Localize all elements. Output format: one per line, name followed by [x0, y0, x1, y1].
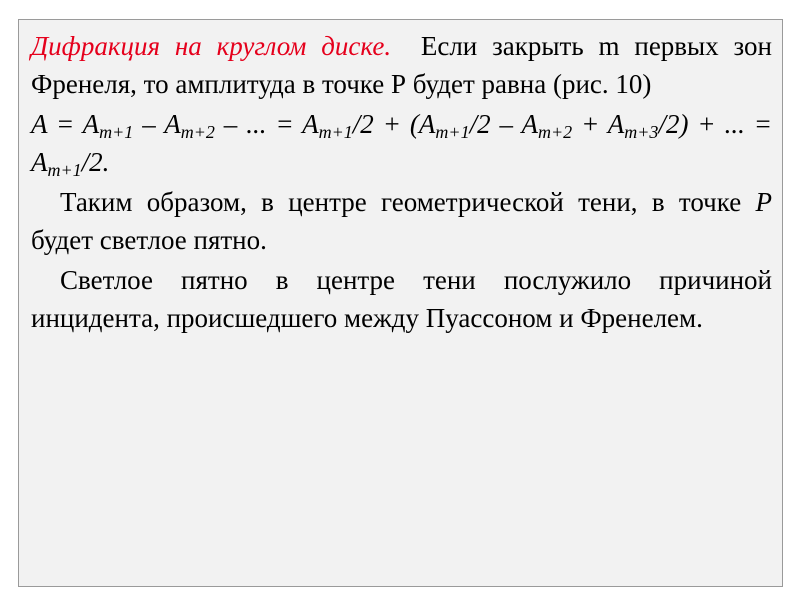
formula-symbol: A	[607, 109, 625, 139]
formula-symbol: A	[164, 109, 181, 139]
slide	[18, 19, 783, 587]
formula-period: .	[102, 147, 110, 177]
formula-subscript: m+2	[180, 122, 215, 142]
formula-symbol: A	[302, 109, 319, 139]
conclusion-text-end: будет светлое пятно.	[31, 225, 267, 255]
conclusion-paragraph	[31, 183, 772, 259]
formula-operator: =	[266, 109, 303, 139]
intro-paragraph	[31, 27, 772, 103]
formula-operator: =	[744, 109, 772, 139]
formula-operator: =	[47, 109, 83, 139]
formula-subscript: m+2	[538, 122, 573, 142]
formula-subscript: m+3	[624, 122, 659, 142]
formula-ellipsis: ...	[246, 109, 267, 139]
history-paragraph: Светлое пятно в центре тени послужило причиной инцидента, происшедшего между Пуассоном и Френелем.	[31, 265, 772, 333]
formula-subscript: m+1	[47, 160, 82, 180]
formula-operator: +	[572, 109, 608, 139]
formula-subscript: m+1	[99, 122, 134, 142]
formula-divisor: /2	[352, 109, 374, 139]
formula-bracket: )	[679, 109, 689, 139]
formula-symbol: A	[521, 109, 538, 139]
intro-text: Если закрыть m первых зон Френеля, то амплитуда в точке Р будет равна (рис. 10)	[31, 31, 773, 99]
amplitude-formula	[31, 105, 772, 181]
formula-subscript: m+1	[318, 122, 353, 142]
formula-subscript: m+1	[435, 122, 470, 142]
formula-symbol: A	[82, 109, 100, 139]
formula-operator: +	[688, 109, 725, 139]
conclusion-text: Таким образом, в центре геометрической тени, в точке	[60, 187, 756, 217]
formula-symbol: A	[31, 147, 48, 177]
formula-divisor: /2	[469, 109, 491, 139]
formula-operator: –	[490, 109, 522, 139]
formula-operator: +	[373, 109, 410, 139]
formula-symbol: A	[418, 109, 436, 139]
formula-ellipsis: ...	[724, 109, 745, 139]
formula-divisor: /2	[81, 147, 103, 177]
slide-text	[31, 27, 772, 337]
section-heading: Дифракция на круглом диске.	[31, 31, 392, 61]
formula-bracket: (	[409, 109, 419, 139]
point-label: P	[755, 187, 772, 217]
formula-operator: –	[214, 109, 247, 139]
formula-divisor: /2	[658, 109, 680, 139]
formula-symbol: A	[31, 109, 48, 139]
formula-operator: –	[133, 109, 165, 139]
